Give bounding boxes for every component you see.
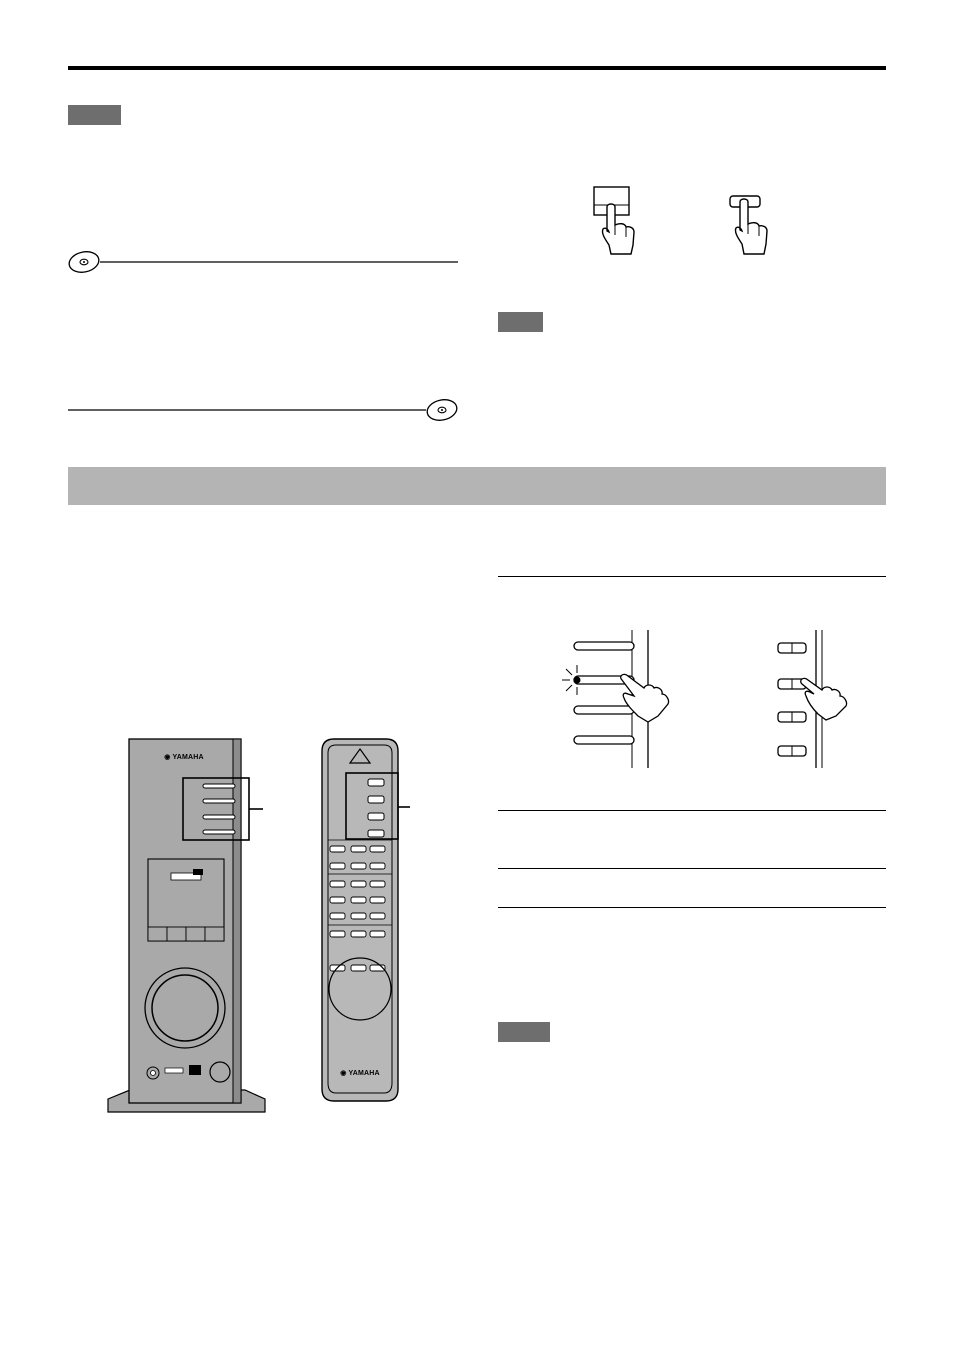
panel-input-buttons-illustration (560, 630, 680, 770)
speaker-brand-logo: ◉ YAMAHA (164, 754, 204, 761)
remote-control-illustration (318, 737, 418, 1107)
finger-press-icon (801, 678, 847, 720)
disc-icon (425, 397, 459, 423)
remote-input-buttons-illustration (770, 630, 860, 770)
indicator-light-icon (562, 665, 581, 695)
note-tag-2 (498, 312, 543, 332)
disc-icon (67, 249, 101, 275)
remote-brand-logo: ◉ YAMAHA (340, 1070, 380, 1077)
table-rule-3 (498, 868, 886, 869)
table-rule-4 (498, 907, 886, 908)
press-remote-button-illustration (722, 190, 792, 260)
header-rule (68, 66, 886, 70)
note-tag-1 (68, 105, 121, 125)
disc-box-top-rule (68, 248, 460, 278)
note-tag-3 (498, 1022, 550, 1042)
table-rule-2 (498, 810, 886, 811)
disc-box-bottom-rule (68, 396, 460, 426)
main-unit-illustration (105, 735, 270, 1120)
finger-press-icon (621, 674, 669, 722)
table-rule-1 (498, 576, 886, 577)
section-heading-bar (68, 467, 886, 505)
press-panel-button-illustration (585, 185, 665, 260)
